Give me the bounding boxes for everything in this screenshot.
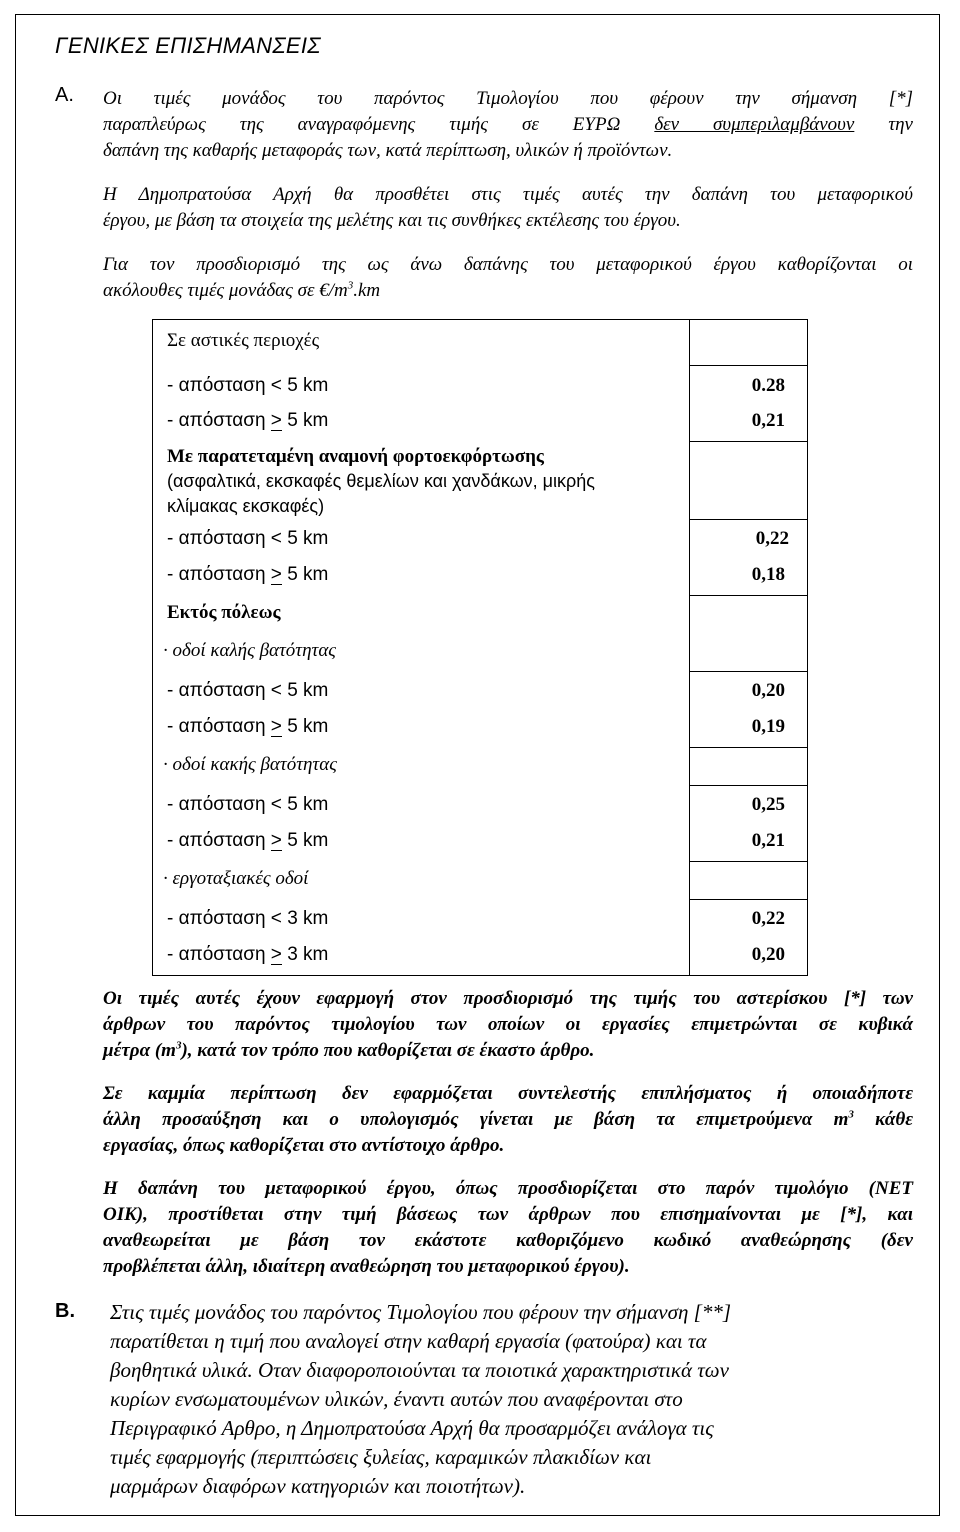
delay-description: (ασφαλτικά, εκσκαφές θεμελίων και χανδάκων, μικρής κλίμακας εκσκαφές) xyxy=(167,470,595,516)
rate-value: 0,22 xyxy=(690,900,808,938)
section-a-paragraph-1 xyxy=(103,86,913,164)
page-heading: ΓΕΝΙΚΕΣ ΕΠΙΣΗΜΑΝΣΕΙΣ xyxy=(55,33,321,58)
superscript: 3 xyxy=(175,1039,182,1052)
urban-heading: Σε αστικές περιοχές xyxy=(153,320,690,366)
delay-heading-cell xyxy=(153,442,690,520)
table-row xyxy=(153,862,808,900)
rate-value: 0,20 xyxy=(690,938,808,976)
text-line: Στις τιμές μονάδος του παρόντος Τιμολογίου που φέρουν την σήμανση [**] xyxy=(110,1300,731,1324)
underlined-phrase: δεν συμπεριλαμβάνουν xyxy=(654,114,855,135)
section-a-marker: Α. xyxy=(55,84,74,106)
table-row xyxy=(153,442,808,520)
text-line: παραπλεύρως της αναγραφόμενης τιμής σε ΕΥΡΩ δεν συμπεριλαμβάνουν την xyxy=(103,114,913,135)
section-a-paragraph-3 xyxy=(103,252,913,304)
table-row xyxy=(153,786,808,824)
note-paragraph-1 xyxy=(103,986,913,1064)
distance-label: - απόσταση < 5 km xyxy=(153,672,690,710)
note-paragraph-3 xyxy=(103,1176,913,1280)
value-cell xyxy=(690,862,808,900)
distance-label: - απόσταση > 3 km xyxy=(153,938,690,976)
table-row xyxy=(153,672,808,710)
table-row xyxy=(153,558,808,596)
text-line: έργου, με βάση τα στοιχεία της μελέτης και τις συνθήκες εκτέλεσης του έργου. xyxy=(103,210,681,231)
rate-value: 0,22 xyxy=(690,520,808,558)
site-roads-label: · εργοταξιακές οδοί xyxy=(153,862,690,900)
text-line: δαπάνη της καθαρής μεταφοράς των, κατά περίπτωση, υλικών ή προϊόντων. xyxy=(103,140,673,161)
note-paragraph-2 xyxy=(103,1081,913,1159)
text-line: ακόλουθες τιμές μονάδας σε $€/m^3.km$ xyxy=(103,279,381,301)
text-line: κυρίων ενσωματουμένων υλικών, έναντι αυτών που αναφέρονται στο xyxy=(110,1387,683,1411)
text-line: Οι τιμές μονάδος του παρόντος Τιμολογίου που φέρουν την σήμανση [*] xyxy=(103,88,913,109)
text-line: άρθρων του παρόντος τιμολογίου των οποίων οι εργασίες επιμετρώνται σε κυβικά xyxy=(103,1014,913,1035)
rate-value: 0,20 xyxy=(690,672,808,710)
table-row xyxy=(153,824,808,862)
text-line: προβλέπεται άλλη, ιδιαίτερη αναθεώρηση του μεταφορικού έργου). xyxy=(103,1256,630,1277)
value-cell xyxy=(690,748,808,786)
text-line: Η Δημοπρατούσα Αρχή θα προσθέτει στις τιμές αυτές την δαπάνη του μεταφορικού xyxy=(103,184,913,205)
text-line: μέτρα $(m^3)$, κατά τον τρόπο που καθορίζεται σε έκαστο άρθρο. xyxy=(103,1039,595,1061)
transport-rate-table xyxy=(152,319,808,976)
value-cell xyxy=(690,320,808,366)
table-row xyxy=(153,634,808,672)
section-b-marker: Β. xyxy=(55,1300,75,1322)
rate-value: 0,19 xyxy=(690,710,808,748)
text-line: αναθεωρείται με βάση τον εκάστοτε καθοριζόμενο κωδικό αναθεώρησης (δεν xyxy=(103,1230,913,1251)
text-line: Περιγραφικό Αρθρο, η Δημοπρατούσα Αρχή θα προσαρμόζει ανάλογα τις xyxy=(110,1416,714,1440)
text-line: Σε καμμία περίπτωση δεν εφαρμόζεται συντελεστής επιπλήσματος ή οποιαδήποτε xyxy=(103,1083,913,1104)
text-line: Η δαπάνη του μεταφορικού έργου, όπως προσδιορίζεται στο παρόν τιμολόγιο (ΝΕΤ xyxy=(103,1178,913,1199)
distance-label: - απόσταση < 5 km xyxy=(153,366,690,404)
text-line: τιμές εφαρμογής (περιπτώσεις ξυλείας, καραμικών πλακιδίων και xyxy=(110,1445,652,1469)
section-a-paragraph-2 xyxy=(103,182,913,234)
table-row xyxy=(153,404,808,442)
bad-roads-label: · οδοί κακής βατότητας xyxy=(153,748,690,786)
distance-label: - απόσταση < 3 km xyxy=(153,900,690,938)
value-cell xyxy=(690,634,808,672)
table-row xyxy=(153,520,808,558)
text-line: Οι τιμές αυτές έχουν εφαρμογή στον προσδιορισμό της τιμής του αστερίσκου [*] των xyxy=(103,988,913,1009)
table-row xyxy=(153,900,808,938)
text-line: ΟΙΚ), προστίθεται στην τιμή βάσεως των άρθρων που επισημαίνονται με [*], και xyxy=(103,1204,913,1225)
text-line: εργασίας, όπως καθορίζεται στο αντίστοιχο άρθρο. xyxy=(103,1135,505,1156)
rate-value: 0.28 xyxy=(690,366,808,404)
delay-heading: Με παρατεταμένη αναμονή φορτοεκφόρτωσης xyxy=(167,445,544,467)
table-row xyxy=(153,748,808,786)
outside-city-heading: Εκτός πόλεως xyxy=(153,596,690,634)
superscript: 3 xyxy=(347,279,354,292)
table-row xyxy=(153,938,808,976)
value-cell xyxy=(690,442,808,520)
good-roads-label: · οδοί καλής βατότητας xyxy=(153,634,690,672)
table-row xyxy=(153,596,808,634)
table-row xyxy=(153,320,808,366)
distance-label: - απόσταση < 5 km xyxy=(153,520,690,558)
text-line: παρατίθεται η τιμή που αναλογεί στην καθαρή εργασία (φατούρα) και τα xyxy=(110,1329,707,1353)
text-line: Για τον προσδιορισμό της ως άνω δαπάνης του μεταφορικού έργου καθορίζονται οι xyxy=(103,254,913,275)
rate-value: 0,25 xyxy=(690,786,808,824)
distance-label: - απόσταση > 5 km xyxy=(153,558,690,596)
rate-value: 0,21 xyxy=(690,404,808,442)
distance-label: - απόσταση < 5 km xyxy=(153,786,690,824)
text-line: βοηθητικά υλικά. Οταν διαφοροποιούνται τα ποιοτικά χαρακτηριστικά των xyxy=(110,1358,729,1382)
rate-value: 0,21 xyxy=(690,824,808,862)
value-cell xyxy=(690,596,808,634)
distance-label: - απόσταση > 5 km xyxy=(153,710,690,748)
table-row xyxy=(153,366,808,404)
text-line: μαρμάρων διαφόρων κατηγοριών και ποιοτήτων). xyxy=(110,1474,526,1498)
table-row xyxy=(153,710,808,748)
superscript: 3 xyxy=(848,1108,854,1121)
text-line: άλλη προσαύξηση και ο υπολογισμός γίνεται με βάση τα επιμετρούμενα $m^3$ κάθε xyxy=(103,1108,913,1130)
distance-label: - απόσταση > 5 km xyxy=(153,404,690,442)
rate-value: 0,18 xyxy=(690,558,808,596)
distance-label: - απόσταση > 5 km xyxy=(153,824,690,862)
section-b-paragraph xyxy=(110,1298,910,1501)
